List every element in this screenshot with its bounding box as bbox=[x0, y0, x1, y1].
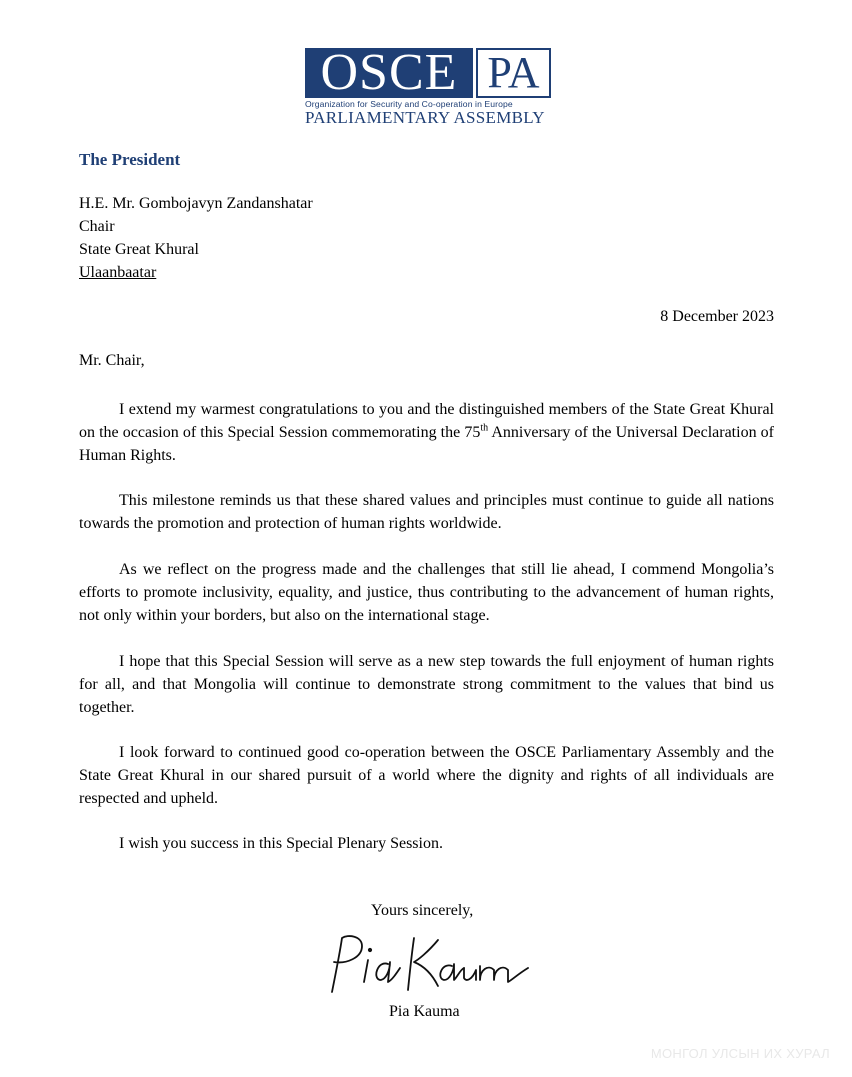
address-line-city: Ulaanbaatar bbox=[79, 264, 157, 281]
handwritten-signature bbox=[318, 930, 540, 1002]
osce-pa-logo bbox=[305, 44, 551, 130]
signer-name: Pia Kauma bbox=[389, 1003, 460, 1020]
address-line-name: H.E. Mr. Gombojavyn Zandanshatar bbox=[79, 195, 313, 212]
address-line-organization: State Great Khural bbox=[79, 241, 199, 258]
letter-title: The President bbox=[79, 150, 181, 169]
address-line-position: Chair bbox=[79, 218, 115, 235]
logo-pa-text: PA bbox=[476, 48, 551, 98]
closing: Yours sincerely, bbox=[371, 902, 474, 919]
watermark: МОНГОЛ УЛСЫН ИХ ХУРАЛ bbox=[650, 1046, 830, 1061]
body-paragraph-6: I wish you success in this Special Plenary Session. bbox=[119, 835, 443, 852]
logo-assembly: PARLIAMENTARY ASSEMBLY bbox=[305, 108, 545, 127]
body-paragraph-2: This milestone reminds us that these shared values and principles must continue to guide all nations towards the promotion and protection of human rights worldwide. bbox=[79, 492, 774, 532]
salutation: Mr. Chair, bbox=[79, 352, 145, 369]
logo-mark bbox=[305, 44, 551, 101]
recipient-address bbox=[79, 192, 313, 284]
logo-osce-text: OSCE bbox=[305, 48, 473, 98]
logo-subtitle: Organization for Security and Co-operation in Europe bbox=[305, 99, 513, 109]
body-paragraph-1: I extend my warmest congratulations to you and the distinguished members of the State Great Khural on the occasion of this Special Session commemorating the 75th Anniversary of the Universal Declaration of Human Rights. bbox=[79, 401, 775, 464]
body-paragraph-3: As we reflect on the progress made and the challenges that still lie ahead, I commend Mongolia’s efforts to promote inclusivity, equality, and justice, thus contributing to the advancement of human rights, not only within your borders, but also on the international stage. bbox=[79, 561, 774, 624]
body-paragraph-5: I look forward to continued good co-operation between the OSCE Parliamentary Assembly and the State Great Khural in our shared pursuit of a world where the dignity and rights of all individuals are respected and upheld. bbox=[79, 744, 774, 807]
letter-date: 8 December 2023 bbox=[660, 308, 774, 325]
body-paragraph-4: I hope that this Special Session will serve as a new step towards the full enjoyment of human rights for all, and that Mongolia will continue to demonstrate strong commitment to the values that bind us together. bbox=[79, 653, 774, 716]
ordinal-suffix: th bbox=[480, 422, 489, 434]
